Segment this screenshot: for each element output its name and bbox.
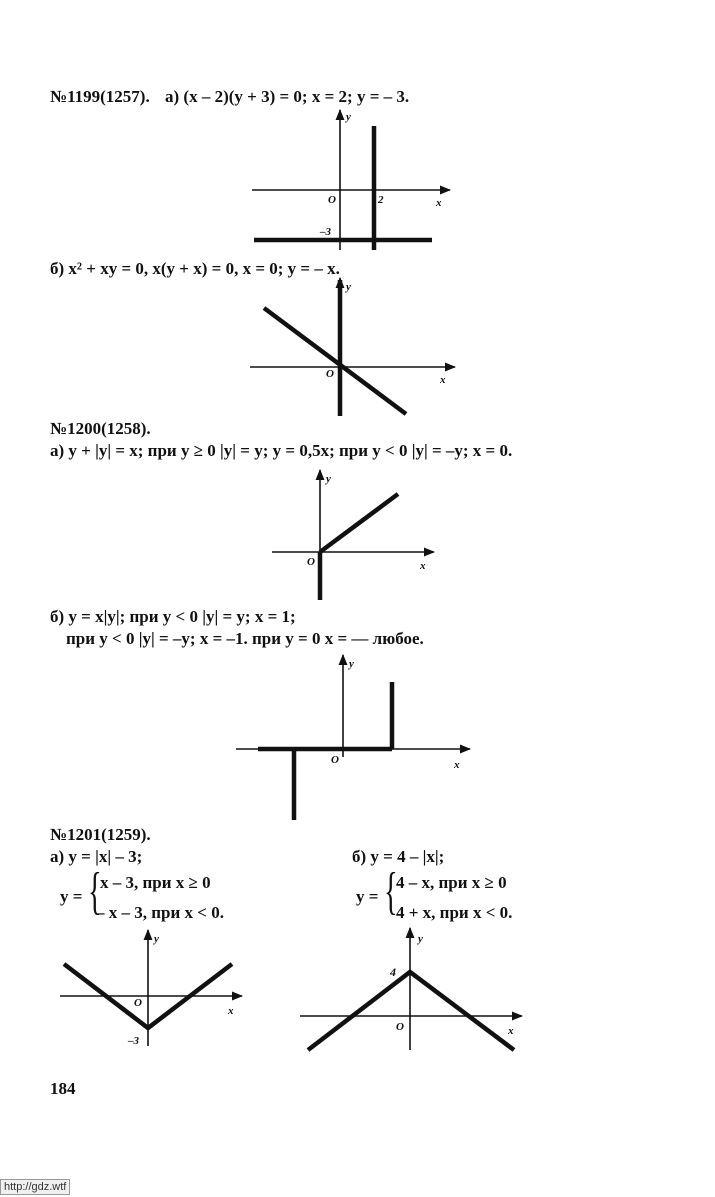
- problem-1199-header: №1199(1257).: [50, 87, 150, 106]
- graph-1200b: [236, 655, 470, 820]
- problem-1201-part-b-case1: 4 – x, при x ≥ 0: [396, 873, 507, 892]
- y-label: y: [346, 111, 351, 123]
- y-label: y: [418, 933, 423, 945]
- origin-label: O: [328, 194, 336, 206]
- x-label: x: [454, 759, 460, 771]
- x-label: x: [228, 1005, 234, 1017]
- y-label: y: [326, 473, 331, 485]
- problem-1201-part-a-title: а) y = |x| – 3;: [50, 847, 143, 866]
- problem-1201-part-a-case1: x – 3, при x ≥ 0: [100, 873, 211, 892]
- problem-1201-part-b-case2: 4 + x, при x < 0.: [396, 903, 513, 922]
- tick-label-y: –3: [320, 226, 331, 238]
- problem-1200-header: №1200(1258).: [50, 419, 151, 438]
- footer-link[interactable]: http://gdz.wtf: [0, 1179, 70, 1195]
- x-label: x: [508, 1025, 514, 1037]
- origin-label: O: [331, 754, 339, 766]
- graph-4-minus-abs-x: [308, 972, 514, 1050]
- problem-1201-part-b-title: б) y = 4 – |x|;: [352, 847, 445, 866]
- problem-1201-part-a-case2: – x – 3, при x < 0.: [96, 903, 224, 922]
- x-label: x: [420, 560, 426, 572]
- y-label: y: [154, 933, 159, 945]
- graph-1201b: [300, 928, 522, 1050]
- origin-label: O: [307, 556, 315, 568]
- problem-1201-header: №1201(1259).: [50, 825, 151, 844]
- problem-1199-part-a: а) (x – 2)(y + 3) = 0; x = 2; y = – 3.: [165, 87, 410, 106]
- problem-1201-part-b-y: y =: [356, 887, 379, 906]
- graph-1200a: [272, 470, 434, 600]
- origin-label: O: [326, 368, 334, 380]
- page-number: 184: [50, 1079, 76, 1098]
- line-y-equals-minus-x: [264, 308, 406, 414]
- tick-label-x: 2: [378, 194, 384, 206]
- origin-label: O: [134, 997, 142, 1009]
- brace-b: {: [384, 863, 398, 920]
- problem-1200-part-b-line1: б) y = x|y|; при y < 0 |y| = y; x = 1;: [50, 607, 296, 626]
- graph-1201a: [60, 930, 242, 1047]
- problem-1200-part-a: а) y + |y| = x; при y ≥ 0 |y| = y; y = 0,5x; при y < 0 |y| = –y; x = 0.: [50, 441, 513, 460]
- graph-1199a: [252, 110, 450, 250]
- x-label: x: [440, 374, 446, 386]
- ray-y-equals-half-x: [320, 494, 398, 552]
- y-label: y: [349, 658, 354, 670]
- origin-label: O: [396, 1021, 404, 1033]
- tick-label-y: –3: [128, 1035, 139, 1047]
- y-label: y: [346, 281, 351, 293]
- brace-a: {: [88, 863, 102, 920]
- problem-1201-part-a-y: y =: [60, 887, 83, 906]
- tick-label-y: 4: [390, 965, 396, 979]
- graph-1199b: [250, 278, 455, 416]
- x-label: x: [436, 197, 442, 209]
- problem-1200-part-b-line2: при y < 0 |y| = –y; x = –1. при y = 0 x = — любое.: [66, 629, 424, 648]
- problem-1199-part-b: б) x² + xy = 0, x(y + x) = 0, x = 0; y = – x.: [50, 259, 340, 278]
